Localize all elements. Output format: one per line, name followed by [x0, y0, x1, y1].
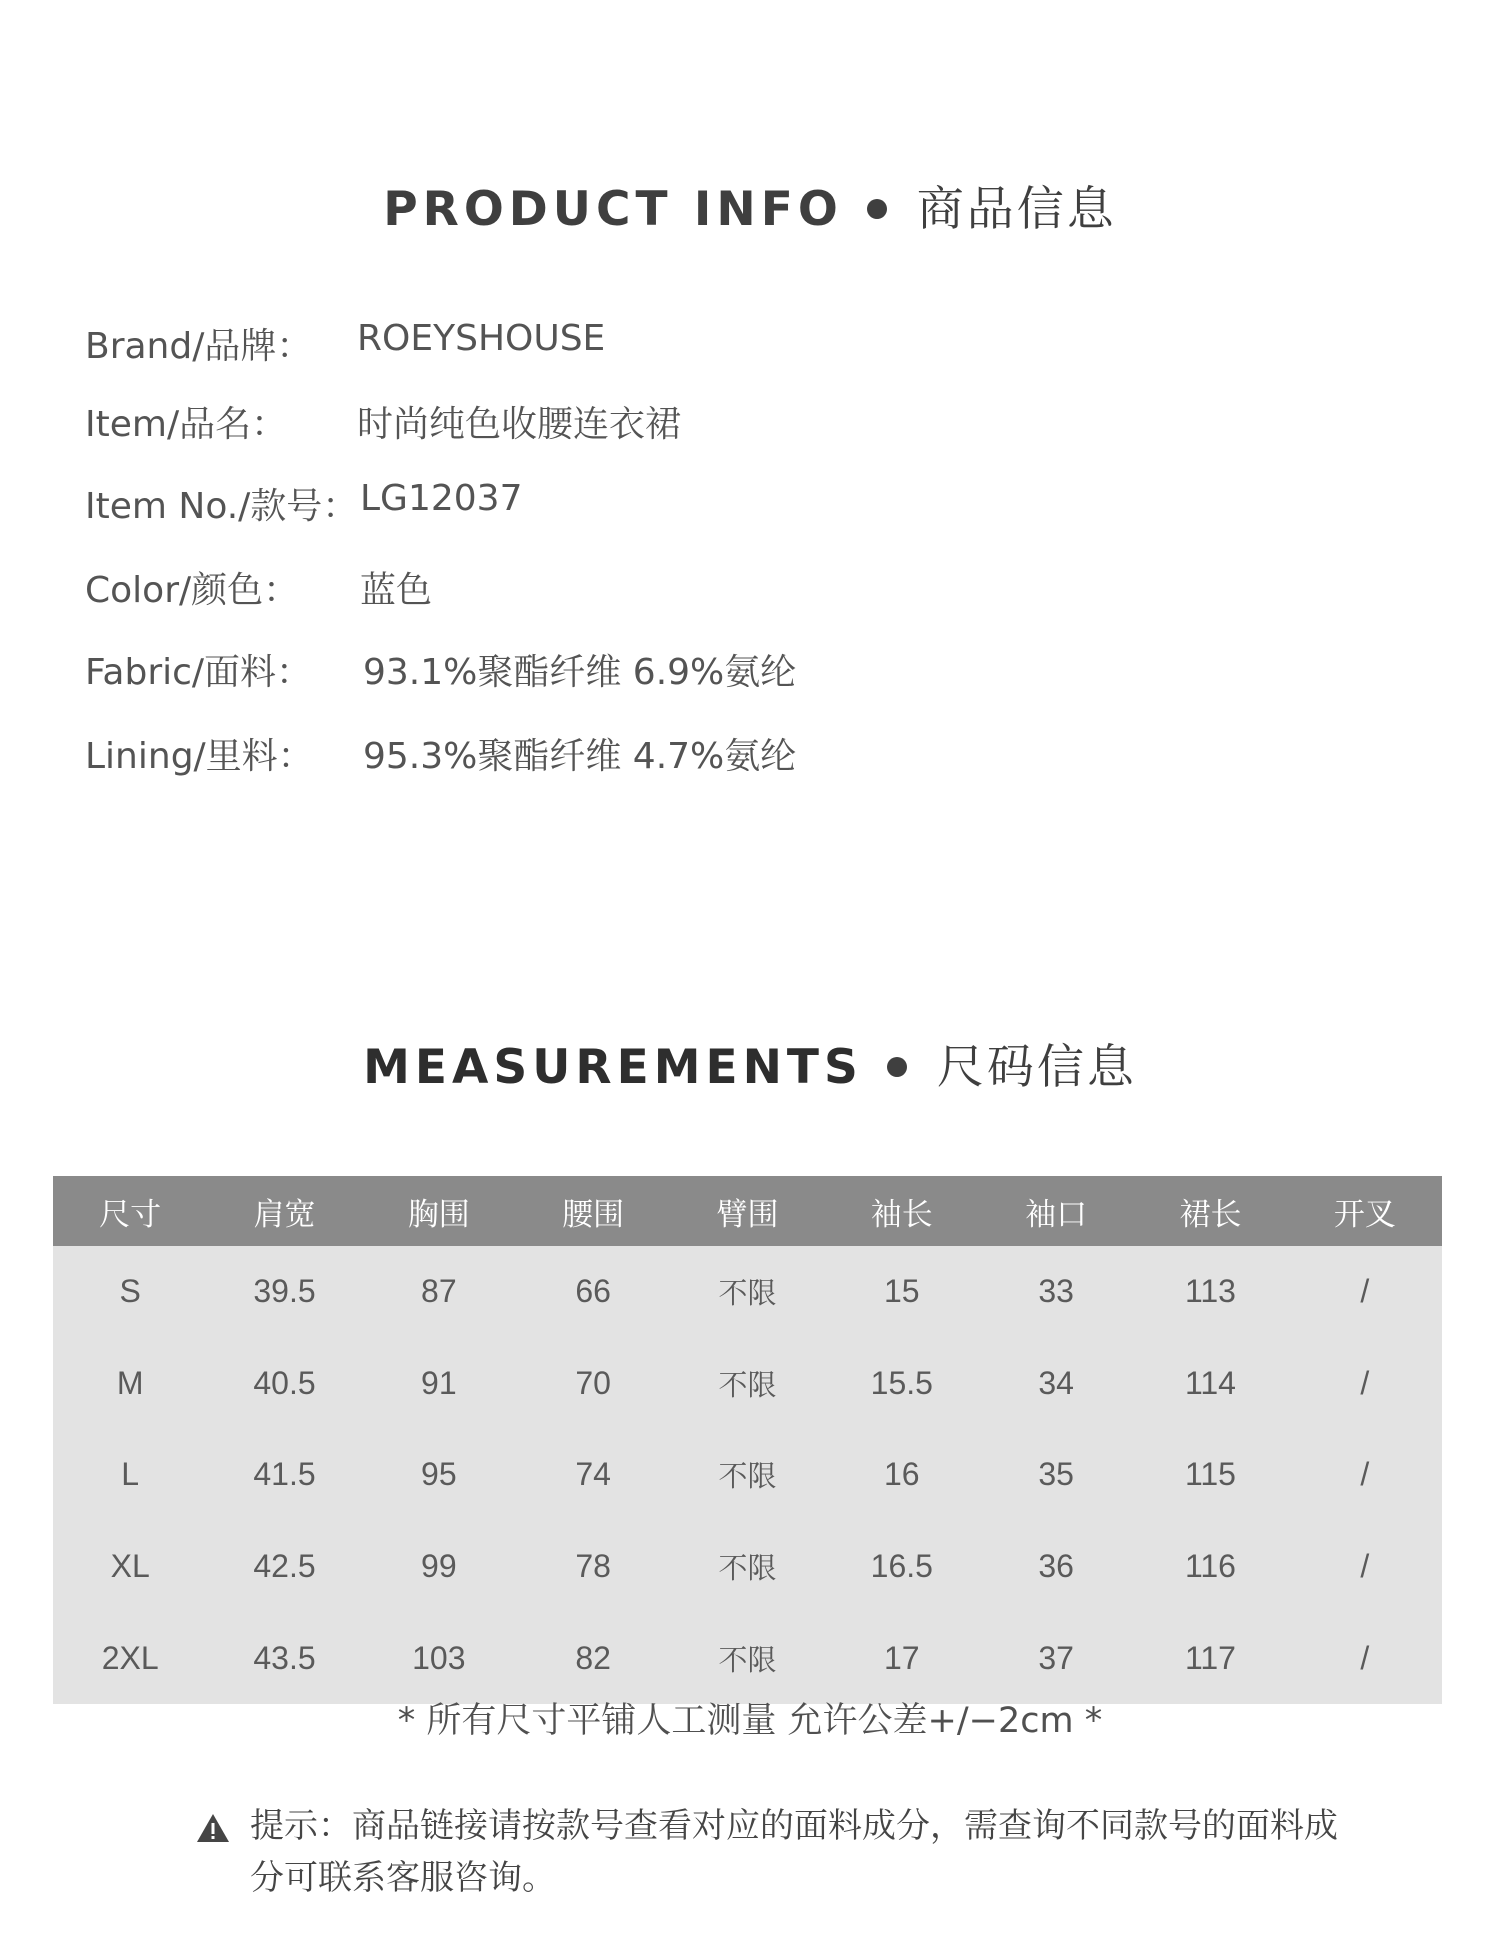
- col-header: 胸围: [407, 1196, 470, 1233]
- table-cell: L: [121, 1456, 140, 1493]
- table-cell: 不限: [718, 1642, 777, 1677]
- info-value: 93.1%聚酯纤维 6.9%氨纶: [363, 652, 797, 693]
- info-label: Color/颜色：: [85, 570, 300, 611]
- measurement-note: * 所有尺寸平铺人工测量 允许公差+/−2cm *: [397, 1701, 1103, 1741]
- title-dot: [887, 1057, 907, 1077]
- table-cell: 41.5: [253, 1456, 316, 1493]
- title-dot: [867, 199, 887, 219]
- warning-icon: [196, 1813, 230, 1843]
- info-value: 蓝色: [360, 570, 433, 611]
- col-header: 肩宽: [253, 1196, 316, 1233]
- table-cell: 34: [1038, 1364, 1074, 1401]
- table-cell: 115: [1184, 1456, 1236, 1493]
- info-label: Brand/品牌：: [85, 326, 313, 367]
- col-header: 腰围: [562, 1196, 625, 1233]
- table-cell: XL: [110, 1548, 150, 1585]
- table-cell: 43.5: [253, 1639, 316, 1676]
- info-value: 95.3%聚酯纤维 4.7%氨纶: [363, 736, 797, 777]
- table-cell: 35: [1038, 1456, 1074, 1493]
- table-cell: /: [1360, 1639, 1370, 1676]
- table-cell: 16: [884, 1456, 920, 1493]
- info-label: Item/品名：: [85, 404, 288, 445]
- measurements-title-en: MEASUREMENTS: [363, 1040, 863, 1095]
- table-cell: 70: [575, 1364, 611, 1401]
- table-cell: 116: [1184, 1548, 1236, 1585]
- table-cell: 42.5: [253, 1548, 316, 1585]
- table-cell: 36: [1038, 1548, 1074, 1585]
- table-cell: 不限: [718, 1551, 777, 1586]
- table-cell: 117: [1184, 1639, 1236, 1676]
- table-cell: 33: [1038, 1273, 1074, 1310]
- table-cell: 39.5: [253, 1273, 316, 1310]
- info-label: Fabric/面料：: [85, 652, 313, 693]
- product-info-title-cn: 商品信息: [916, 182, 1117, 237]
- size-table: [53, 1176, 1442, 1704]
- table-cell: 40.5: [253, 1364, 316, 1401]
- info-label: Lining/里料：: [85, 736, 314, 777]
- table-cell: 74: [575, 1456, 611, 1493]
- tip-text: 提示：商品链接请按款号查看对应的面料成分，需查询不同款号的面料成分可联系客服咨询。: [250, 1806, 1338, 1898]
- info-value: LG12037: [360, 478, 523, 519]
- col-header: 臂围: [716, 1196, 779, 1233]
- info-value: ROEYSHOUSE: [357, 318, 606, 359]
- table-cell: 不限: [718, 1276, 777, 1311]
- table-cell: 103: [412, 1639, 466, 1676]
- table-row: [53, 1521, 1442, 1613]
- table-cell: 66: [575, 1273, 611, 1310]
- table-cell: 82: [575, 1639, 611, 1676]
- table-cell: /: [1360, 1548, 1370, 1585]
- table-row: [53, 1612, 1442, 1704]
- product-info-title: [0, 172, 1500, 239]
- measurements-title: [0, 1030, 1500, 1097]
- table-header-row: [53, 1176, 1442, 1246]
- info-value: 时尚纯色收腰连衣裙: [357, 404, 682, 445]
- table-cell: 114: [1184, 1364, 1236, 1401]
- col-header: 袖口: [1025, 1196, 1088, 1233]
- table-cell: 99: [421, 1548, 457, 1585]
- table-cell: 91: [421, 1364, 457, 1401]
- table-row: [53, 1338, 1442, 1430]
- col-header: 开叉: [1333, 1196, 1396, 1233]
- col-header: 尺寸: [99, 1196, 162, 1233]
- table-cell: 87: [421, 1273, 457, 1310]
- measurements-title-cn: 尺码信息: [936, 1040, 1137, 1095]
- table-cell: 2XL: [101, 1639, 159, 1676]
- col-header: 裙长: [1179, 1196, 1242, 1233]
- table-cell: 78: [575, 1548, 611, 1585]
- col-header: 袖长: [870, 1196, 933, 1233]
- table-cell: /: [1360, 1273, 1370, 1310]
- info-label: Item No./款号：: [85, 486, 359, 527]
- table-cell: 95: [421, 1456, 457, 1493]
- table-cell: M: [116, 1364, 144, 1401]
- table-cell: 16.5: [870, 1548, 933, 1585]
- product-info-title-en: PRODUCT INFO: [383, 182, 843, 237]
- table-row: [53, 1246, 1442, 1338]
- table-cell: 113: [1184, 1273, 1236, 1310]
- table-row: [53, 1429, 1442, 1521]
- table-cell: /: [1360, 1456, 1370, 1493]
- table-cell: 17: [884, 1639, 920, 1676]
- table-cell: 37: [1038, 1639, 1074, 1676]
- table-cell: 不限: [718, 1459, 777, 1494]
- table-cell: S: [119, 1273, 141, 1310]
- table-cell: /: [1360, 1364, 1370, 1401]
- table-cell: 15: [884, 1273, 920, 1310]
- table-cell: 不限: [718, 1367, 777, 1402]
- table-cell: 15.5: [870, 1364, 933, 1401]
